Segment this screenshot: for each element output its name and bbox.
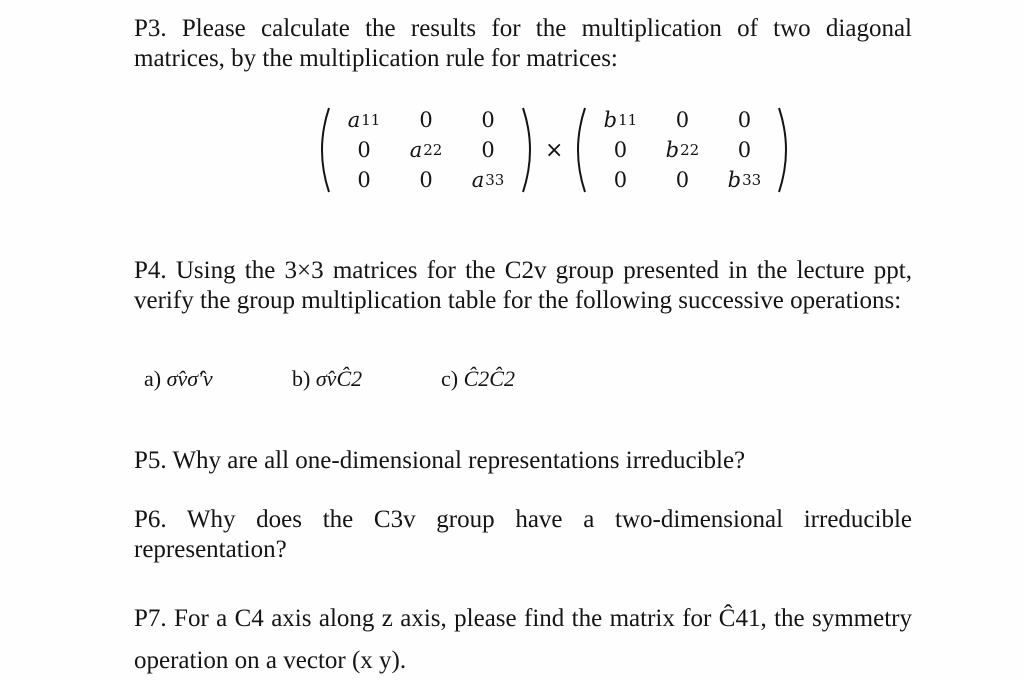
left-paren xyxy=(313,105,333,195)
matrix-cell: 0 xyxy=(357,138,371,162)
matrix-product xyxy=(313,105,795,195)
problem-p7 xyxy=(134,598,912,682)
matrix-cell: a 33 xyxy=(471,168,505,192)
matrix-cell: 0 xyxy=(613,168,628,192)
matrix-cell: 0 xyxy=(481,138,495,162)
matrix-cell: 0 xyxy=(481,108,495,132)
p4-item-a xyxy=(144,366,213,392)
problem-p6 xyxy=(134,505,912,565)
p4-item-b xyxy=(292,366,362,392)
matrix-cell: 0 xyxy=(357,168,371,192)
p4-text: P4. Using the 3×3 matrices for the C2v group presented in the lecture ppt, verify the group multiplication table for the following successive operations: xyxy=(134,257,912,314)
item-expr: Ĉ2Ĉ2 xyxy=(463,366,515,391)
left-paren xyxy=(569,105,589,195)
problem-p5 xyxy=(134,446,912,476)
matrix-b xyxy=(569,105,795,195)
problem-p3 xyxy=(134,14,912,74)
matrix-cell: 0 xyxy=(613,138,628,162)
right-paren xyxy=(519,105,539,195)
matrix-cell: 0 xyxy=(737,138,752,162)
matrix-cell: b 22 xyxy=(665,138,700,162)
matrix-cell: 0 xyxy=(419,168,433,192)
item-expr: σ̂vσ̂′v xyxy=(166,366,213,391)
p5-text: P5. Why are all one-dimensional representations irreducible? xyxy=(134,447,746,474)
matrix-cell: 0 xyxy=(675,108,690,132)
matrix-a xyxy=(313,105,539,195)
item-label: b) xyxy=(292,366,311,391)
matrix-cell: 0 xyxy=(419,108,433,132)
matrix-cell: 0 xyxy=(675,168,690,192)
matrix-cell: b 11 xyxy=(603,108,638,132)
p4-item-c xyxy=(441,366,515,392)
item-label: a) xyxy=(144,366,162,391)
p3-part1: P3. Please calculate the results for the multiplication of two diagonal matrices, by the multiplication rule for matrices: xyxy=(134,15,912,72)
matrix-cell: a 22 xyxy=(409,138,443,162)
matrix-cell: b 33 xyxy=(727,168,762,192)
right-paren xyxy=(775,105,795,195)
p7-text: P7. For a C4 axis along z axis, please find the matrix for Ĉ41, the symmetry operation on a vector (x y). xyxy=(134,605,912,674)
matrix-cell: 0 xyxy=(737,108,752,132)
problem-p4 xyxy=(134,256,912,316)
times-operator: × xyxy=(545,137,564,163)
matrix-cell: a 11 xyxy=(347,108,381,132)
p6-text: P6. Why does the C3v group have a two-dimensional irreducible representation? xyxy=(134,506,912,563)
item-expr: σ̂vĈ2 xyxy=(315,366,363,391)
item-label: c) xyxy=(441,366,459,391)
